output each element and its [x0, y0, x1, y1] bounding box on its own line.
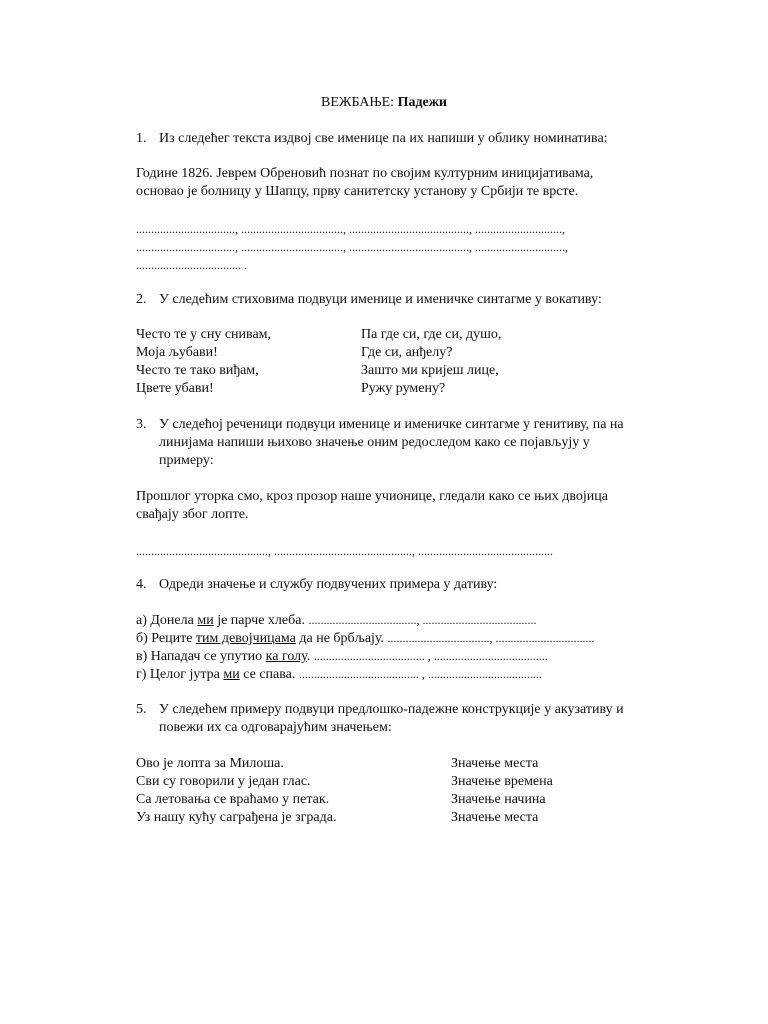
q2-verse-left: Често те тако виђам,: [136, 363, 259, 378]
q5-number: 5.: [136, 702, 147, 717]
q3-answer-line: ............................................, .............................................., .............................................: [136, 544, 553, 558]
q2-verse-right: Где си, анђелу?: [361, 345, 453, 360]
q3-number: 3.: [136, 417, 147, 432]
q5-meaning-option: Значење начина: [451, 792, 546, 807]
q2-verse-right: Па где си, где си, душо,: [361, 327, 502, 342]
q4-item-d: [136, 665, 542, 684]
q4-answer-blanks: ..................................... , ......................................: [313, 649, 548, 663]
title-prefix: ВЕЖБАЊЕ:: [321, 95, 395, 110]
q3-text-line2: свађају због лопте.: [136, 507, 249, 522]
q1-answer-line2: ................................., .................................., ........................................, ..............................,: [136, 240, 568, 254]
q3-text-line1: Прошлог уторка смо, кроз прозор наше учионице, гледали како се њих двојица: [136, 489, 608, 504]
q4-item-text: б) Реците: [136, 631, 196, 646]
q2-verse-left: Цвете убави!: [136, 381, 214, 396]
q5-meaning-option: Значење времена: [451, 774, 553, 789]
q4-item-c: [136, 647, 548, 666]
q4-prompt: Одреди значење и службу подвучених примера у дативу:: [159, 577, 498, 592]
q3-prompt-line1: У следећој реченици подвуци именице и именичке синтагме у генитиву, па на: [159, 417, 624, 432]
page-title: [0, 94, 768, 112]
q1-text-line2: основао је болницу у Шапцу, прву санитетску установу у Србији те врсте.: [136, 184, 579, 199]
q4-item-b: [136, 629, 595, 648]
q5-example-sentence: Сви су говорили у један глас.: [136, 774, 311, 789]
q3-prompt-line2: линијама напиши њихово значење оним редоследом како се појављују у: [159, 435, 590, 450]
q5-meaning-option: Значење места: [451, 810, 539, 825]
q4-item-text: да не брбљају.: [295, 631, 385, 646]
q4-answer-blanks: ........................................ , ......................................: [298, 667, 542, 681]
q5-example-sentence: Са летовања се враћамо у петак.: [136, 792, 330, 807]
q4-item-text: г) Целог јутра: [136, 667, 224, 682]
q4-underlined-example: ка голу: [265, 649, 307, 664]
q5-example-sentence: Уз нашу кућу саграђена је зграда.: [136, 810, 337, 825]
q2-verse-left: Често те у сну снивам,: [136, 327, 272, 342]
q2-verse-right: Ружу румену?: [361, 381, 446, 396]
q1-prompt: Из следећег текста издвој све именице па их напиши у облику номинатива:: [159, 131, 608, 146]
q4-item-text: .: [306, 649, 311, 664]
q4-answer-blanks: .................................., .................................: [387, 631, 595, 645]
q5-prompt-line2: повежи их са одговарајућим значењем:: [159, 720, 392, 735]
q2-verse-left: Моја љубави!: [136, 345, 218, 360]
q5-example-sentence: Ово је лопта за Милоша.: [136, 756, 284, 771]
q2-number: 2.: [136, 292, 147, 307]
q4-underlined-example: ми: [197, 613, 214, 628]
q1-number: 1.: [136, 131, 147, 146]
q3-prompt-line3: примеру:: [159, 453, 214, 468]
q4-answer-blanks: ...................................., ......................................: [308, 613, 537, 627]
q5-meaning-option: Значење места: [451, 756, 539, 771]
q4-item-text: се спава.: [239, 667, 296, 682]
q2-prompt: У следећим стиховима подвуци именице и именичке синтагме у вокативу:: [159, 292, 602, 307]
q1-text-line1: Године 1826. Јеврем Обреновић познат по својим културним иницијативама,: [136, 166, 594, 181]
q2-verse-right: Зашто ми криjеш лице,: [361, 363, 499, 378]
q4-item-text: а) Донела: [136, 613, 198, 628]
q1-answer-line1: ................................., .................................., ........................................, .............................,: [136, 222, 565, 236]
q4-item-text: је парче хлеба.: [213, 613, 305, 628]
q5-prompt-line1: У следећем примеру подвуци предлошко-падежне конструкције у акузативу и: [159, 702, 624, 717]
q4-item-a: [136, 611, 536, 630]
q4-underlined-example: тим девојчицама: [195, 631, 296, 646]
q4-number: 4.: [136, 577, 147, 592]
title-bold: Падежи: [397, 95, 447, 110]
q4-item-text: в) Нападач се упутио: [136, 649, 266, 664]
q4-underlined-example: ми: [223, 667, 240, 682]
q1-answer-line3: ................................... .: [136, 258, 247, 272]
